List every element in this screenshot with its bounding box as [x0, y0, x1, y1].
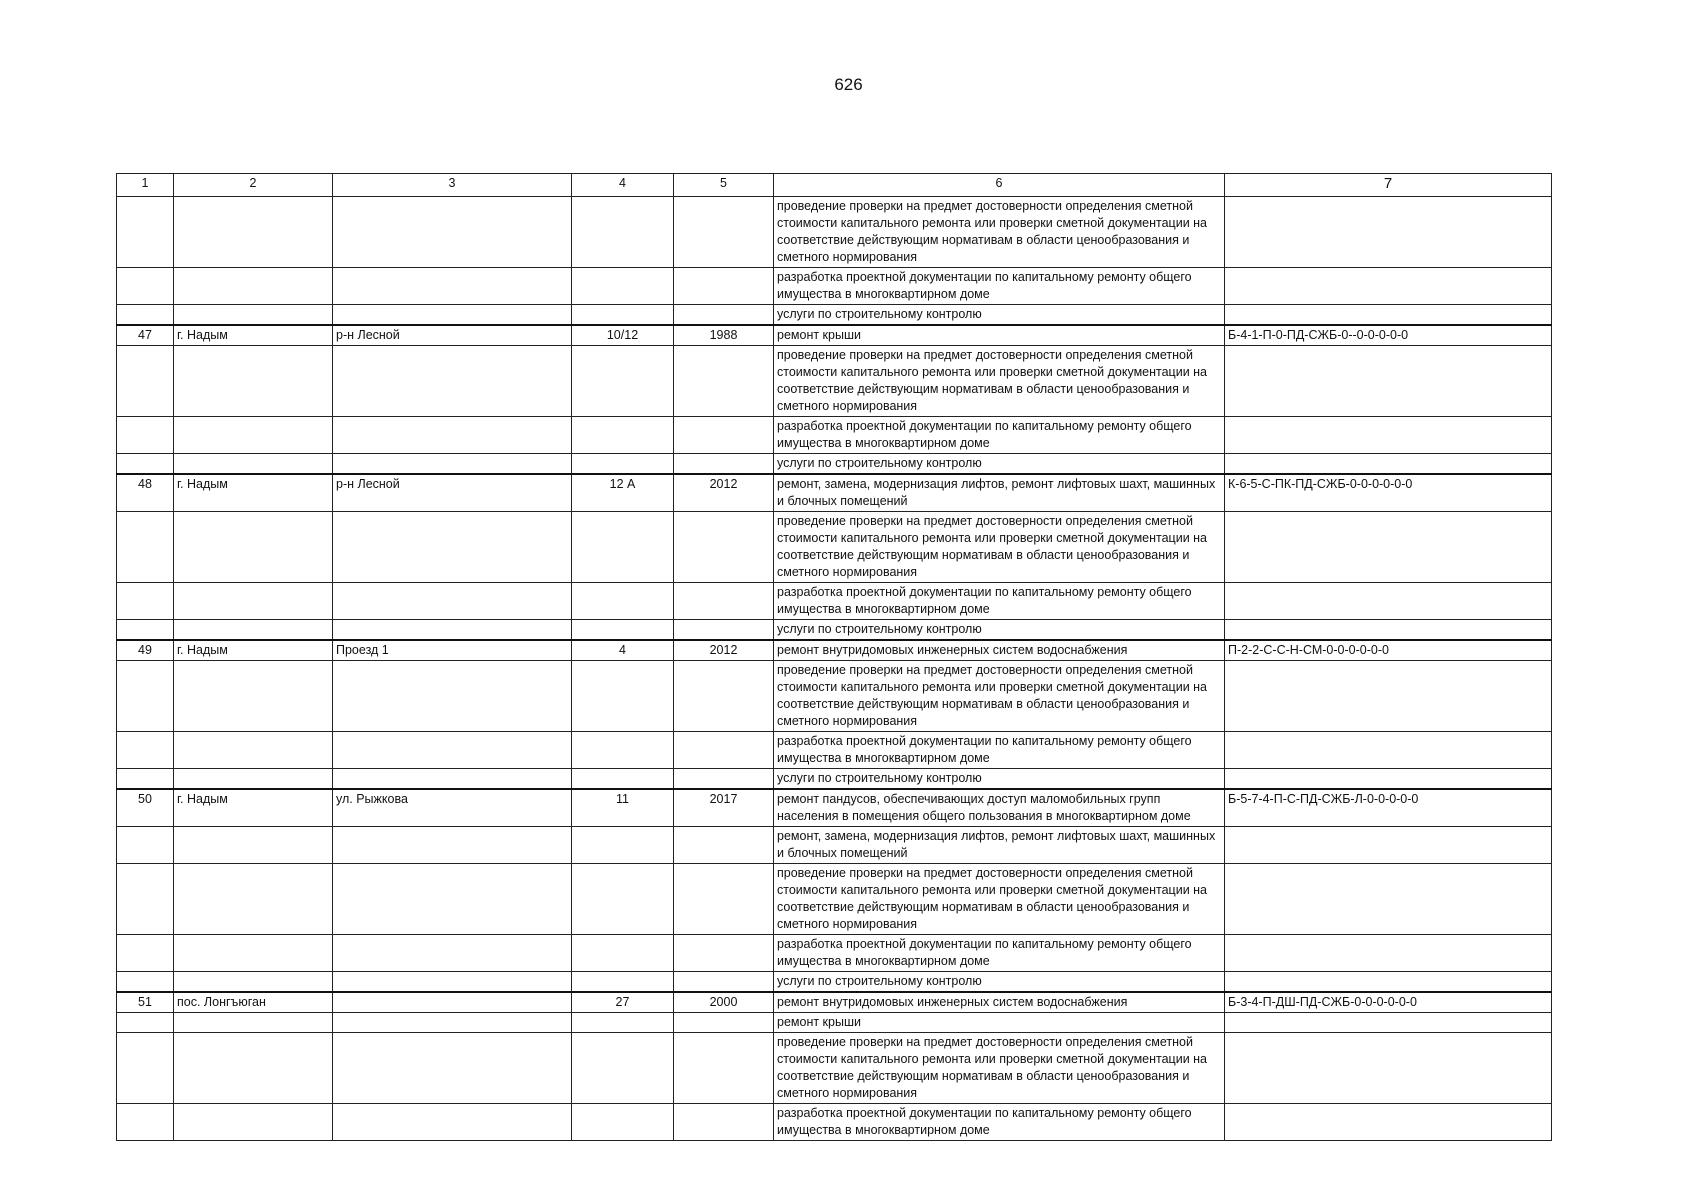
- street-cell: [333, 732, 572, 769]
- row-number: [117, 305, 174, 326]
- work-type-cell: ремонт крыши: [774, 1013, 1225, 1033]
- year-built-cell: [674, 583, 774, 620]
- street-cell: [333, 972, 572, 993]
- street-cell: [333, 268, 572, 305]
- column-header-2: 2: [174, 174, 333, 197]
- house-number-cell: [572, 864, 674, 935]
- year-built-cell: [674, 864, 774, 935]
- work-type-cell: разработка проектной документации по капитальному ремонту общего имущества в многоквартирном доме: [774, 583, 1225, 620]
- building-code-cell: П-2-2-С-С-Н-СМ-0-0-0-0-0-0: [1225, 640, 1552, 661]
- row-number: [117, 454, 174, 475]
- house-number-cell: [572, 972, 674, 993]
- settlement-cell: [174, 935, 333, 972]
- table-row: [117, 827, 1552, 864]
- settlement-cell: [174, 864, 333, 935]
- table-row: [117, 197, 1552, 268]
- row-number: [117, 864, 174, 935]
- settlement-cell: г. Надым: [174, 474, 333, 512]
- building-code-cell: Б-3-4-П-ДШ-ПД-СЖБ-0-0-0-0-0-0: [1225, 992, 1552, 1013]
- building-code-cell: [1225, 972, 1552, 993]
- row-number: [117, 583, 174, 620]
- settlement-cell: [174, 346, 333, 417]
- row-number: [117, 769, 174, 790]
- house-number-cell: [572, 512, 674, 583]
- work-type-cell: ремонт крыши: [774, 325, 1225, 346]
- work-type-cell: ремонт, замена, модернизация лифтов, ремонт лифтовых шахт, машинных и блочных помещений: [774, 474, 1225, 512]
- row-number: [117, 661, 174, 732]
- work-type-cell: проведение проверки на предмет достоверности определения сметной стоимости капитального ремонта или проверки сметной документации на соответствие действующим нормативам в области ценообразования и сметного нормирования: [774, 661, 1225, 732]
- row-number: [117, 1013, 174, 1033]
- table-row: [117, 512, 1552, 583]
- building-code-cell: [1225, 1033, 1552, 1104]
- street-cell: [333, 1013, 572, 1033]
- table-row: [117, 474, 1552, 512]
- year-built-cell: [674, 972, 774, 993]
- street-cell: [333, 305, 572, 326]
- table-row: [117, 769, 1552, 790]
- year-built-cell: [674, 1033, 774, 1104]
- building-code-cell: [1225, 268, 1552, 305]
- year-built-cell: [674, 935, 774, 972]
- year-built-cell: 1988: [674, 325, 774, 346]
- house-number-cell: [572, 454, 674, 475]
- table-row: [117, 1033, 1552, 1104]
- settlement-cell: [174, 769, 333, 790]
- table-row: [117, 454, 1552, 475]
- year-built-cell: [674, 454, 774, 475]
- house-number-cell: [572, 732, 674, 769]
- building-code-cell: [1225, 346, 1552, 417]
- row-number: 50: [117, 789, 174, 827]
- house-number-cell: [572, 620, 674, 641]
- year-built-cell: [674, 827, 774, 864]
- work-type-cell: ремонт пандусов, обеспечивающих доступ маломобильных групп населения в помещения общего пользования в многоквартирном доме: [774, 789, 1225, 827]
- street-cell: Проезд 1: [333, 640, 572, 661]
- table-row: [117, 972, 1552, 993]
- work-type-cell: разработка проектной документации по капитальному ремонту общего имущества в многоквартирном доме: [774, 732, 1225, 769]
- settlement-cell: [174, 512, 333, 583]
- column-header-1: 1: [117, 174, 174, 197]
- column-header-4: 4: [572, 174, 674, 197]
- row-number: 51: [117, 992, 174, 1013]
- column-header-7: 7: [1225, 174, 1552, 197]
- street-cell: [333, 769, 572, 790]
- table-row: [117, 305, 1552, 326]
- street-cell: ул. Рыжкова: [333, 789, 572, 827]
- building-code-cell: [1225, 661, 1552, 732]
- row-number: 48: [117, 474, 174, 512]
- work-type-cell: проведение проверки на предмет достоверности определения сметной стоимости капитального ремонта или проверки сметной документации на соответствие действующим нормативам в области ценообразования и сметного нормирования: [774, 1033, 1225, 1104]
- year-built-cell: [674, 268, 774, 305]
- work-type-cell: ремонт внутридомовых инженерных систем водоснабжения: [774, 640, 1225, 661]
- row-number: [117, 1104, 174, 1141]
- settlement-cell: г. Надым: [174, 789, 333, 827]
- house-number-cell: [572, 346, 674, 417]
- building-code-cell: К-6-5-С-ПК-ПД-СЖБ-0-0-0-0-0-0: [1225, 474, 1552, 512]
- street-cell: [333, 864, 572, 935]
- house-number-cell: [572, 827, 674, 864]
- house-number-cell: [572, 268, 674, 305]
- table-row: [117, 325, 1552, 346]
- work-type-cell: проведение проверки на предмет достоверности определения сметной стоимости капитального ремонта или проверки сметной документации на соответствие действующим нормативам в области ценообразования и сметного нормирования: [774, 864, 1225, 935]
- table-row: [117, 1013, 1552, 1033]
- table-row: [117, 268, 1552, 305]
- street-cell: [333, 512, 572, 583]
- house-number-cell: [572, 417, 674, 454]
- settlement-cell: [174, 1013, 333, 1033]
- settlement-cell: г. Надым: [174, 325, 333, 346]
- table-row: [117, 935, 1552, 972]
- settlement-cell: [174, 1033, 333, 1104]
- year-built-cell: [674, 1104, 774, 1141]
- year-built-cell: [674, 305, 774, 326]
- street-cell: [333, 197, 572, 268]
- building-code-cell: [1225, 417, 1552, 454]
- building-code-cell: [1225, 769, 1552, 790]
- settlement-cell: [174, 620, 333, 641]
- house-number-cell: [572, 583, 674, 620]
- year-built-cell: 2000: [674, 992, 774, 1013]
- work-type-cell: услуги по строительному контролю: [774, 769, 1225, 790]
- row-number: [117, 346, 174, 417]
- house-number-cell: [572, 1013, 674, 1033]
- settlement-cell: [174, 197, 333, 268]
- table-row: [117, 417, 1552, 454]
- table-row: [117, 789, 1552, 827]
- year-built-cell: 2017: [674, 789, 774, 827]
- row-number: [117, 620, 174, 641]
- row-number: 49: [117, 640, 174, 661]
- work-type-cell: услуги по строительному контролю: [774, 305, 1225, 326]
- street-cell: [333, 346, 572, 417]
- house-number-cell: [572, 769, 674, 790]
- street-cell: [333, 583, 572, 620]
- house-number-cell: 10/12: [572, 325, 674, 346]
- row-number: [117, 827, 174, 864]
- work-type-cell: разработка проектной документации по капитальному ремонту общего имущества в многоквартирном доме: [774, 1104, 1225, 1141]
- building-code-cell: [1225, 732, 1552, 769]
- street-cell: [333, 620, 572, 641]
- settlement-cell: [174, 583, 333, 620]
- row-number: [117, 417, 174, 454]
- building-code-cell: [1225, 512, 1552, 583]
- year-built-cell: 2012: [674, 640, 774, 661]
- settlement-cell: [174, 305, 333, 326]
- column-header-5: 5: [674, 174, 774, 197]
- work-type-cell: проведение проверки на предмет достоверности определения сметной стоимости капитального ремонта или проверки сметной документации на соответствие действующим нормативам в области ценообразования и сметного нормирования: [774, 512, 1225, 583]
- table-row: [117, 640, 1552, 661]
- building-code-cell: Б-5-7-4-П-С-ПД-СЖБ-Л-0-0-0-0-0: [1225, 789, 1552, 827]
- work-type-cell: ремонт внутридомовых инженерных систем водоснабжения: [774, 992, 1225, 1013]
- settlement-cell: пос. Лонгъюган: [174, 992, 333, 1013]
- row-number: [117, 1033, 174, 1104]
- house-number-cell: 4: [572, 640, 674, 661]
- settlement-cell: [174, 732, 333, 769]
- street-cell: [333, 454, 572, 475]
- building-code-cell: Б-4-1-П-0-ПД-СЖБ-0--0-0-0-0-0: [1225, 325, 1552, 346]
- row-number: [117, 268, 174, 305]
- row-number: [117, 972, 174, 993]
- settlement-cell: г. Надым: [174, 640, 333, 661]
- work-type-cell: услуги по строительному контролю: [774, 454, 1225, 475]
- street-cell: [333, 1104, 572, 1141]
- street-cell: [333, 992, 572, 1013]
- year-built-cell: 2012: [674, 474, 774, 512]
- work-type-cell: ремонт, замена, модернизация лифтов, ремонт лифтовых шахт, машинных и блочных помещений: [774, 827, 1225, 864]
- street-cell: р-н Лесной: [333, 325, 572, 346]
- table-row: [117, 732, 1552, 769]
- year-built-cell: [674, 512, 774, 583]
- settlement-cell: [174, 972, 333, 993]
- work-type-cell: проведение проверки на предмет достоверности определения сметной стоимости капитального ремонта или проверки сметной документации на соответствие действующим нормативам в области ценообразования и сметного нормирования: [774, 346, 1225, 417]
- house-number-cell: 27: [572, 992, 674, 1013]
- house-number-cell: 11: [572, 789, 674, 827]
- year-built-cell: [674, 620, 774, 641]
- repair-registry-table: [116, 173, 1552, 1141]
- year-built-cell: [674, 197, 774, 268]
- work-type-cell: услуги по строительному контролю: [774, 972, 1225, 993]
- building-code-cell: [1225, 305, 1552, 326]
- column-header-3: 3: [333, 174, 572, 197]
- building-code-cell: [1225, 827, 1552, 864]
- building-code-cell: [1225, 454, 1552, 475]
- street-cell: [333, 935, 572, 972]
- table-row: [117, 583, 1552, 620]
- house-number-cell: [572, 661, 674, 732]
- row-number: [117, 732, 174, 769]
- table-row: [117, 346, 1552, 417]
- settlement-cell: [174, 417, 333, 454]
- house-number-cell: [572, 305, 674, 326]
- work-type-cell: разработка проектной документации по капитальному ремонту общего имущества в многоквартирном доме: [774, 417, 1225, 454]
- row-number: [117, 512, 174, 583]
- column-header-6: 6: [774, 174, 1225, 197]
- street-cell: [333, 661, 572, 732]
- year-built-cell: [674, 1013, 774, 1033]
- settlement-cell: [174, 661, 333, 732]
- work-type-cell: проведение проверки на предмет достоверности определения сметной стоимости капитального ремонта или проверки сметной документации на соответствие действующим нормативам в области ценообразования и сметного нормирования: [774, 197, 1225, 268]
- building-code-cell: [1225, 197, 1552, 268]
- building-code-cell: [1225, 935, 1552, 972]
- year-built-cell: [674, 346, 774, 417]
- page-number: 626: [834, 75, 863, 94]
- table-row: [117, 1104, 1552, 1141]
- work-type-cell: разработка проектной документации по капитальному ремонту общего имущества в многоквартирном доме: [774, 935, 1225, 972]
- year-built-cell: [674, 732, 774, 769]
- row-number: [117, 935, 174, 972]
- settlement-cell: [174, 268, 333, 305]
- street-cell: [333, 417, 572, 454]
- year-built-cell: [674, 417, 774, 454]
- table-body: [117, 197, 1552, 1141]
- table-row: [117, 661, 1552, 732]
- year-built-cell: [674, 769, 774, 790]
- house-number-cell: [572, 197, 674, 268]
- work-type-cell: услуги по строительному контролю: [774, 620, 1225, 641]
- year-built-cell: [674, 661, 774, 732]
- building-code-cell: [1225, 864, 1552, 935]
- street-cell: р-н Лесной: [333, 474, 572, 512]
- building-code-cell: [1225, 1013, 1552, 1033]
- table-row: [117, 864, 1552, 935]
- settlement-cell: [174, 454, 333, 475]
- settlement-cell: [174, 1104, 333, 1141]
- row-number: 47: [117, 325, 174, 346]
- building-code-cell: [1225, 1104, 1552, 1141]
- work-type-cell: разработка проектной документации по капитальному ремонту общего имущества в многоквартирном доме: [774, 268, 1225, 305]
- settlement-cell: [174, 827, 333, 864]
- street-cell: [333, 827, 572, 864]
- row-number: [117, 197, 174, 268]
- building-code-cell: [1225, 620, 1552, 641]
- house-number-cell: [572, 1033, 674, 1104]
- house-number-cell: 12 А: [572, 474, 674, 512]
- house-number-cell: [572, 935, 674, 972]
- table-row: [117, 620, 1552, 641]
- header-row: [117, 174, 1552, 197]
- table-row: [117, 992, 1552, 1013]
- building-code-cell: [1225, 583, 1552, 620]
- house-number-cell: [572, 1104, 674, 1141]
- street-cell: [333, 1033, 572, 1104]
